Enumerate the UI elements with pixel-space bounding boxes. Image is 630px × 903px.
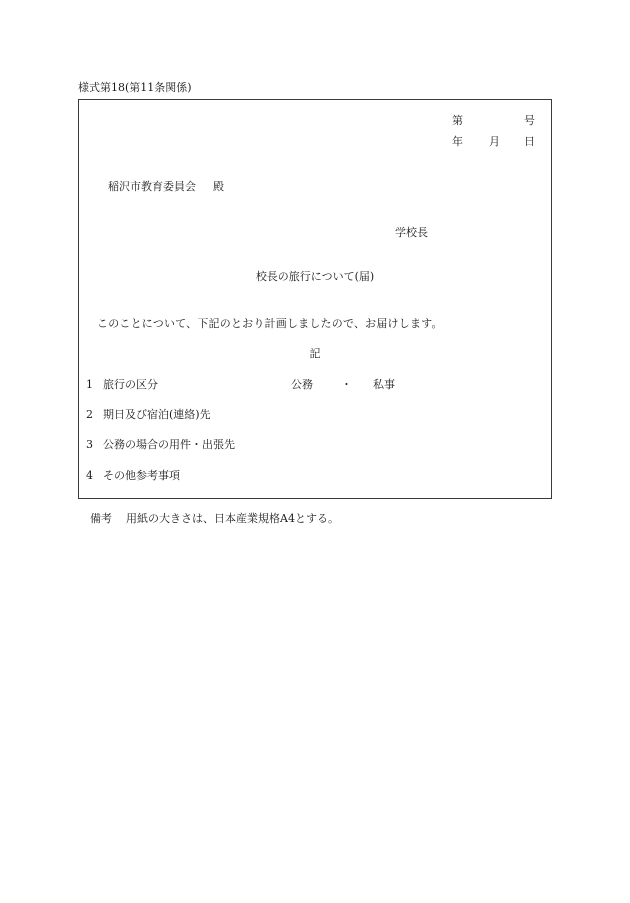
document-number-go: 号	[524, 114, 535, 127]
addressee-honorific: 殿	[213, 180, 224, 193]
item-label-business-purpose: 公務の場合の用件・出張先	[103, 438, 235, 451]
form-number-label: 様式第18(第11条関係)	[78, 81, 192, 94]
document-title: 校長の旅行について(届)	[255, 270, 375, 283]
remark-text: 用紙の大きさは、日本産業規格A4とする。	[126, 512, 339, 525]
ki-heading: 記	[309, 347, 321, 360]
body-text: このことについて、下記のとおり計画しましたので、お届けします。	[97, 317, 443, 330]
item-number: 2	[86, 408, 93, 421]
item-label-other-notes: その他参考事項	[103, 469, 180, 482]
remark-label: 備考	[90, 512, 112, 525]
date-year: 年	[452, 135, 463, 148]
date-month: 月	[489, 135, 500, 148]
sender-label: 学校長	[395, 226, 428, 239]
item-label-travel-type: 旅行の区分	[103, 378, 158, 391]
document-number-dai: 第	[452, 114, 463, 127]
item-number: 1	[86, 378, 93, 391]
item-label-dates-lodging: 期日及び宿泊(連絡)先	[103, 408, 211, 421]
date-day: 日	[524, 135, 535, 148]
travel-type-public: 公務	[291, 378, 313, 391]
travel-type-separator: ・	[341, 378, 352, 391]
travel-type-private: 私事	[373, 378, 395, 391]
addressee-name: 稲沢市教育委員会	[108, 180, 196, 193]
item-number: 3	[86, 438, 93, 451]
item-number: 4	[86, 469, 93, 482]
